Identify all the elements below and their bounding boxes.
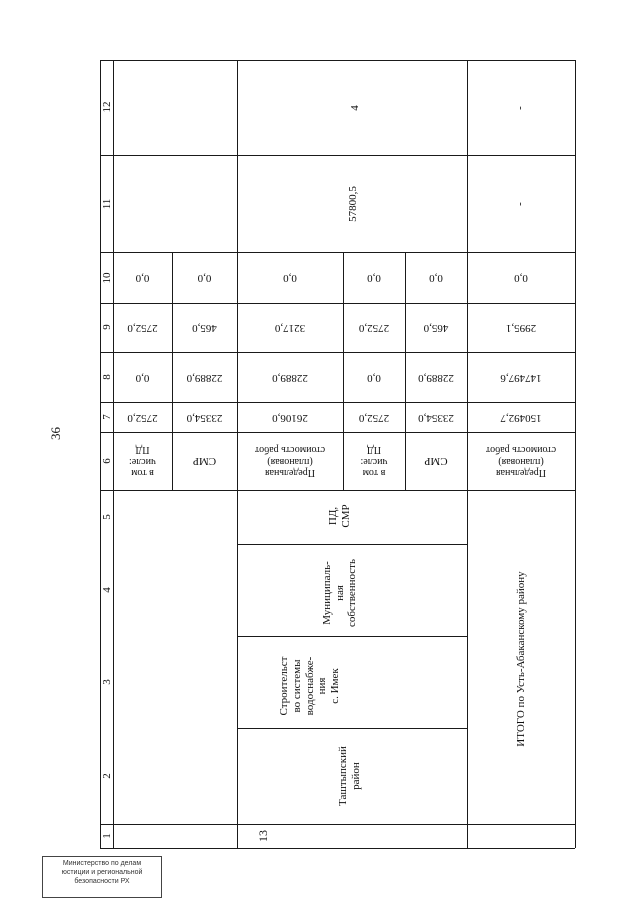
top-block-smr-c10: 0,0 <box>197 272 212 285</box>
total-row-label: Предельная (плановая) стоимость работ <box>485 444 557 479</box>
project-c12: 4 <box>348 105 361 111</box>
total-c8: 147497,6 <box>500 371 542 384</box>
ministry-stamp <box>42 856 162 898</box>
total-c11: - <box>513 202 526 206</box>
total-label: ИТОГО по Усть-Абаканскому району <box>514 571 527 747</box>
top-block-smr-c7: 23354,0 <box>186 411 223 424</box>
col-divider-12-11 <box>100 155 575 156</box>
col-number-1: 1 <box>100 833 113 839</box>
col-number-3: 3 <box>100 679 113 685</box>
col-number-8: 8 <box>100 374 113 380</box>
total-c9: 2995,1 <box>505 322 537 335</box>
project-limit-c9: 3217,0 <box>274 322 306 335</box>
project-stage: ПД, СМР <box>327 504 352 528</box>
top-block-pd-c8: 0,0 <box>135 371 150 384</box>
top-block-pd-c7: 2752,0 <box>127 411 158 424</box>
project-smr-c10: 0,0 <box>429 272 443 285</box>
project-number: 13 <box>256 830 271 842</box>
project-c11: 57800,5 <box>346 186 359 222</box>
project-ownership: Муниципаль- ная собственность <box>321 559 359 627</box>
project-name: Строительст во системы водоснабже- ния с. Имек <box>278 656 341 716</box>
col-number-4: 4 <box>100 587 113 593</box>
project-pd-label: в том числе: ПД <box>360 444 388 479</box>
stamp-line-1: Министерство по делам <box>62 860 142 867</box>
col-number-2: 2 <box>100 773 113 779</box>
project-pd-c10: 0,0 <box>367 272 381 285</box>
col-number-6: 6 <box>100 458 113 464</box>
total-c10: 0,0 <box>514 272 528 285</box>
project-pd-c7: 2752,0 <box>358 411 390 424</box>
col-number-10: 10 <box>100 272 113 284</box>
top-block-pd-label: в том числе: ПД <box>128 444 157 479</box>
project-limit-c10: 0,0 <box>283 272 297 285</box>
col-number-9: 9 <box>100 324 113 330</box>
project-smr-c8: 22889,0 <box>418 371 454 384</box>
col-number-5: 5 <box>100 514 113 520</box>
col-number-12: 12 <box>100 101 113 113</box>
stamp-line-2: юстиции и региональной <box>61 869 143 877</box>
top-block-smr-c8: 22889,0 <box>186 371 223 384</box>
project-smr-c9: 465,0 <box>423 322 449 335</box>
top-block-pd-c9: 2752,0 <box>127 322 158 335</box>
page-number: 36 <box>48 427 63 440</box>
project-limit-label: Предельная (плановая) стоимость работ <box>254 444 326 479</box>
table-border-top <box>100 60 575 61</box>
top-block-smr-label: СМР <box>192 455 217 468</box>
col-number-7: 7 <box>100 414 113 420</box>
col-number-11: 11 <box>100 198 113 210</box>
project-smr-c7: 23354,0 <box>418 411 454 424</box>
total-c12: - <box>513 106 526 110</box>
table-border-right <box>575 60 576 848</box>
project-limit-c7: 26106,0 <box>272 411 308 424</box>
top-block-smr-c9: 465,0 <box>192 322 217 335</box>
project-smr-label: СМР <box>424 455 448 468</box>
project-pd-c9: 2752,0 <box>358 322 390 335</box>
project-district: Таштыпский район <box>337 746 362 806</box>
stamp-line-3: безопасности РХ <box>74 878 130 886</box>
project-limit-c8: 22889,0 <box>272 371 308 384</box>
total-c7: 150492,7 <box>500 411 542 424</box>
top-block-pd-c10: 0,0 <box>135 272 150 285</box>
project-pd-c8: 0,0 <box>367 371 381 384</box>
